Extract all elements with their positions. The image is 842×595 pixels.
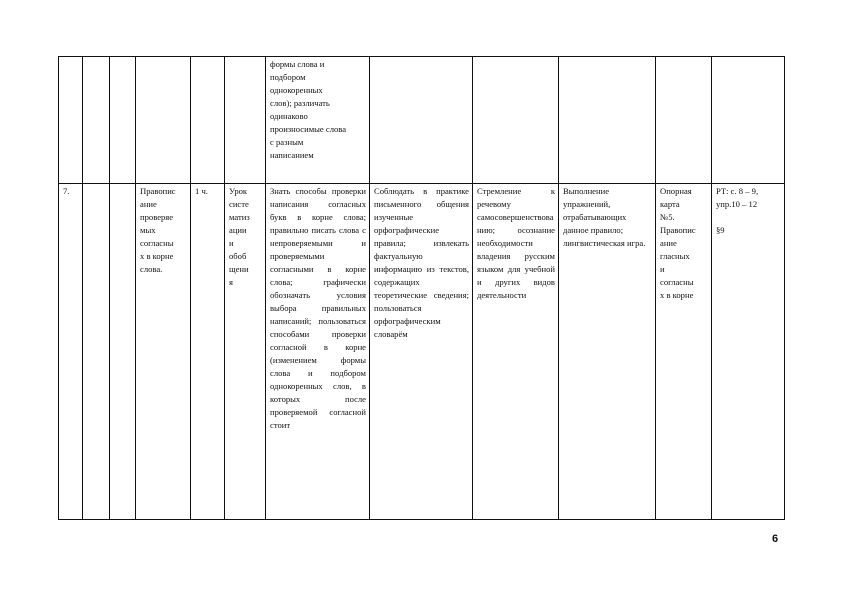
cell-personal: Стремление к речевому самосовершенствованию; осознание необходимости владения русским языком для учебной и других видов деятельности [473,184,559,520]
cell-hours: 1 ч. [191,184,225,520]
cell-personal [473,57,559,184]
page-number: 6 [772,533,779,545]
cell-lesson-type: Урок систе матиз ации и обоб щени я [225,184,266,520]
cell-number [59,57,83,184]
cell-visuals [656,57,712,184]
table-row-continued [59,57,785,184]
cell-activities [559,57,656,184]
cell-lesson-type [225,57,266,184]
cell-activities: Выполнение упражнений, отрабатывающих данное правило; лингвистическая игра. [559,184,656,520]
cell-homework [712,57,785,184]
cell-date-fact [110,57,136,184]
cell-visuals: Опорная карта №5. Правопис ание гласных и согласны х в корне [656,184,712,520]
cell-competencies [370,57,473,184]
cell-date-fact [110,184,136,520]
cell-homework: РТ: с. 8 – 9, упр.10 – 12 §9 [712,184,785,520]
lesson-plan-table [58,56,785,520]
cell-date-plan [83,184,110,520]
cell-number: 7. [59,184,83,520]
cell-topic: Правопис ание проверяе мых согласны х в корне слова. [136,184,191,520]
cell-competencies: Соблюдать в практике письменного общения изученные орфографические правила; извлекать фактуальную информацию из текстов, содержащих теоретические сведения; пользоваться орфографическим словарём [370,184,473,520]
cell-topic [136,57,191,184]
cell-skills: Знать способы проверки написания согласных букв в корне слова; правильно писать слова с непроверяемыми и проверяемыми согласными в корне слова; графически обозначать условия выбора правильных написаний; пользоваться способами проверки согласной в корне (изменением формы слова и подбором однокоренных слов, в которых после проверяемой согласной стоит [266,184,370,520]
cell-date-plan [83,57,110,184]
cell-skills: формы слова и подбором однокоренных слов); различать одинаково произносимые слова с разным написанием [266,57,370,184]
table-row-lesson [59,184,785,520]
cell-hours [191,57,225,184]
